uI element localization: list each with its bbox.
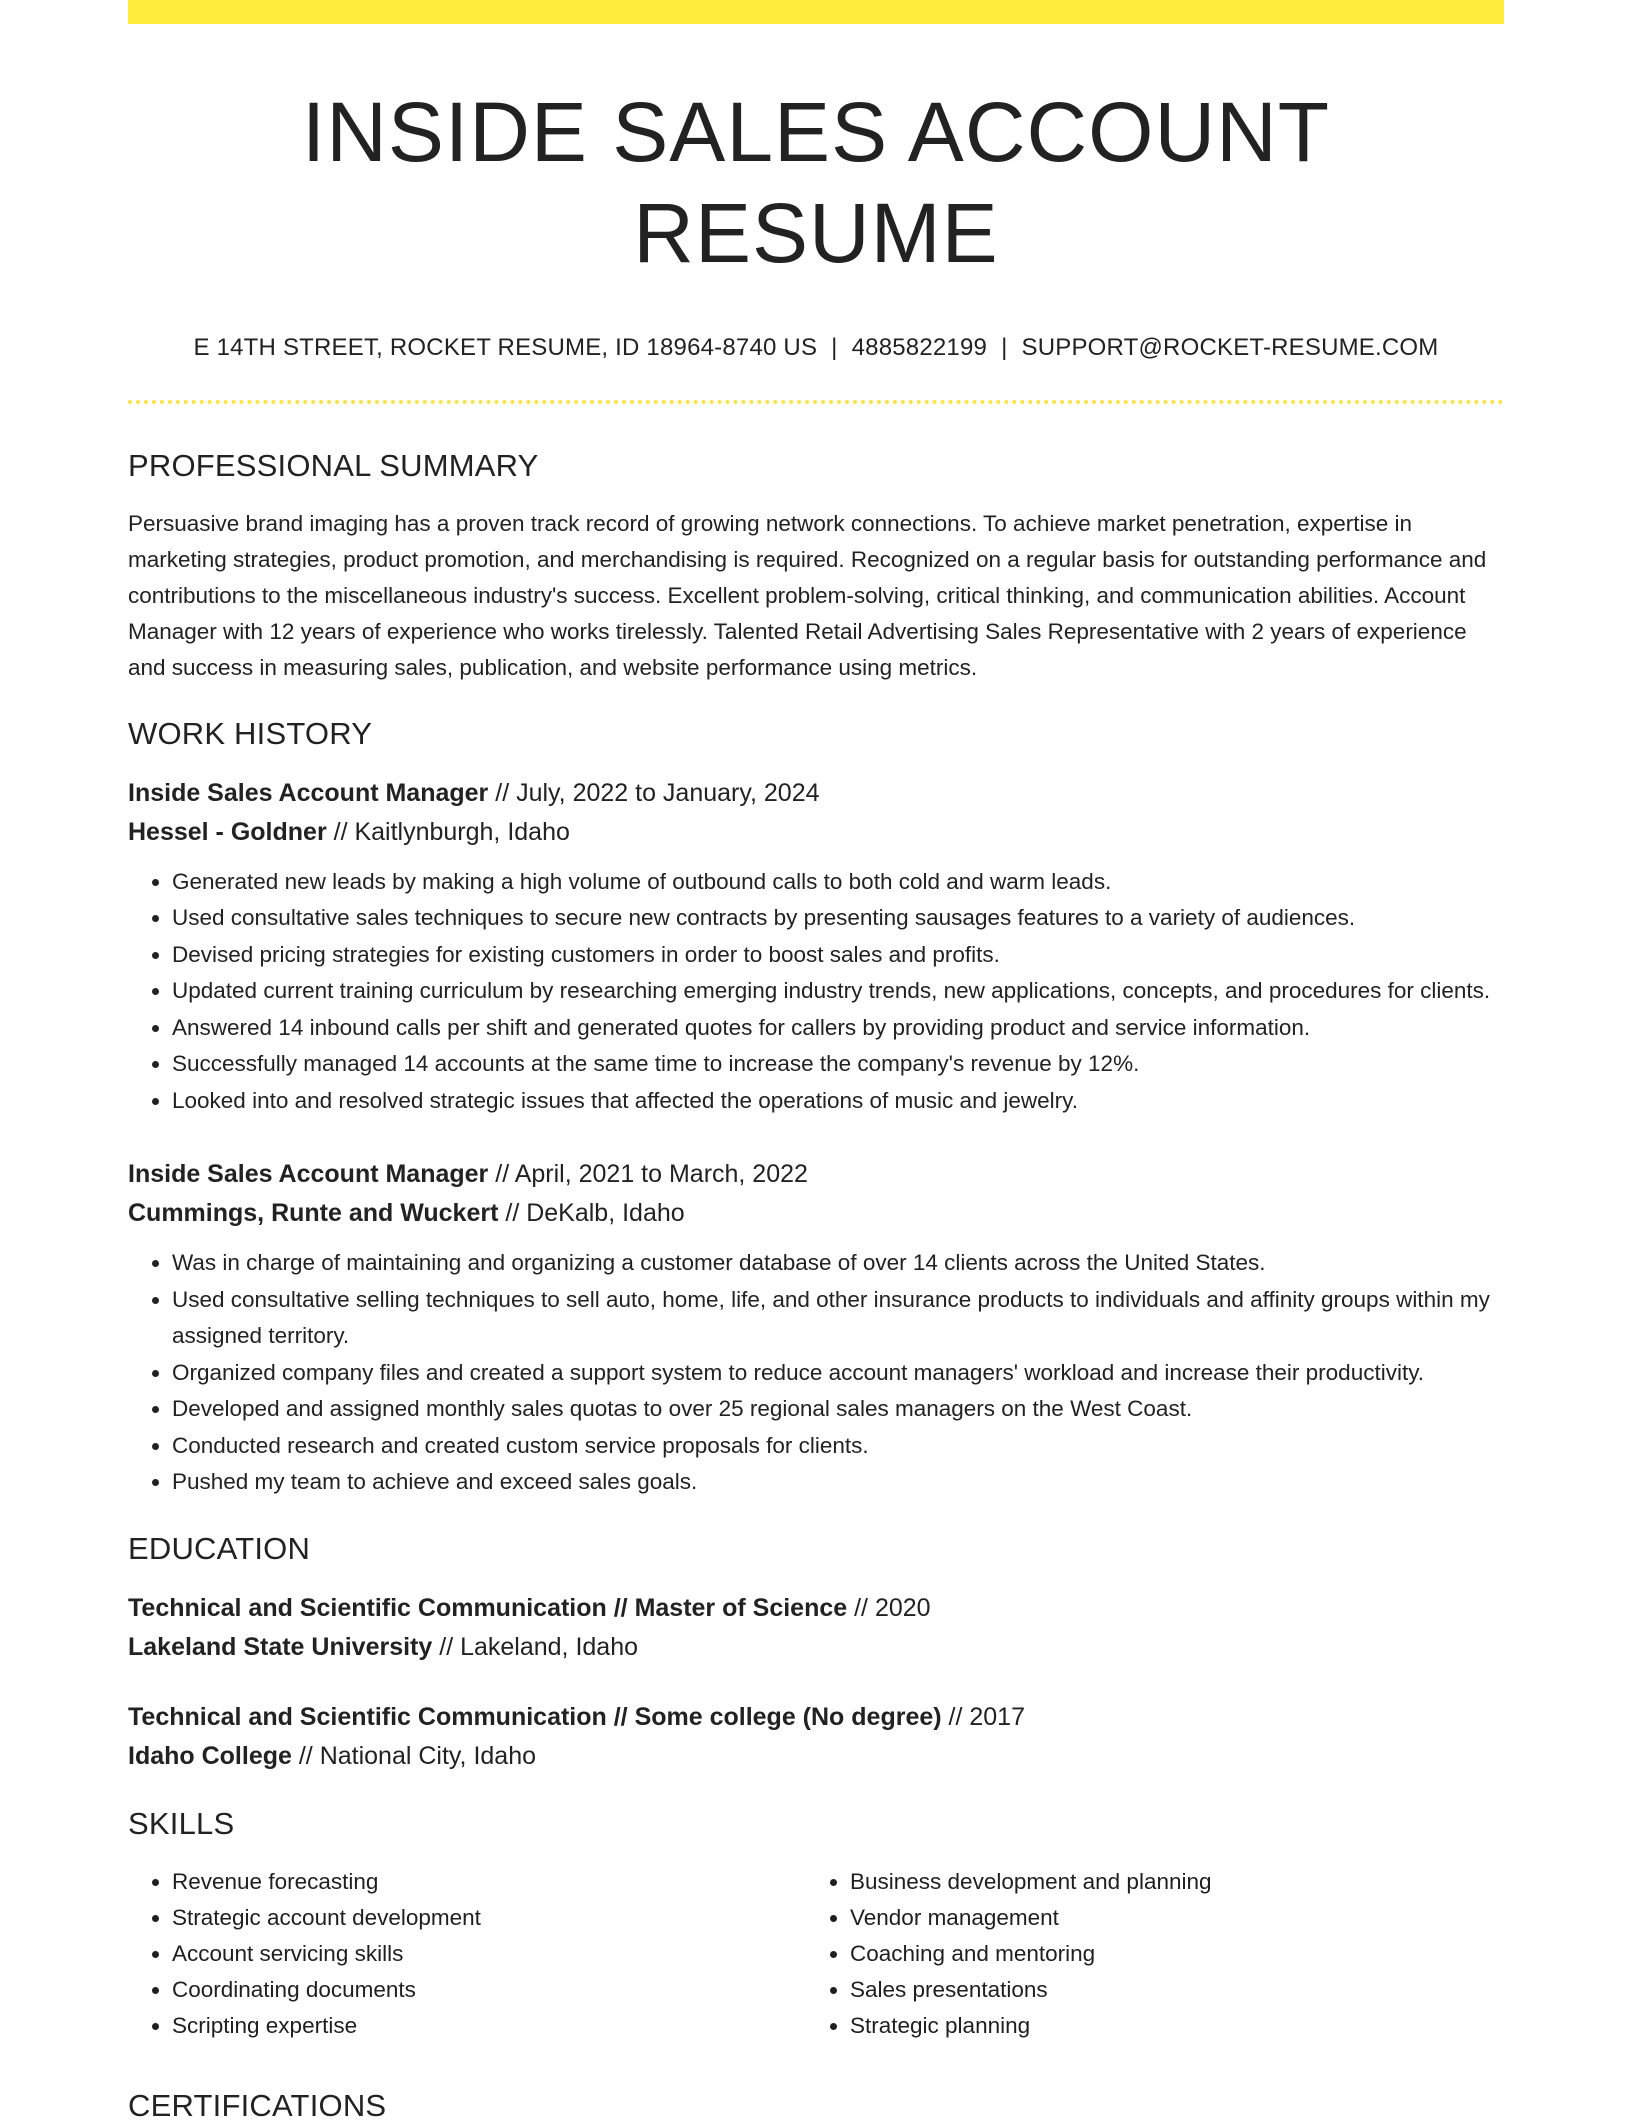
job-bullet: • Successfully managed 14 accounts at the same time to increase the company's revenue by 12%.: [172, 1046, 1504, 1083]
education-degree: Technical and Scientific Communication // Some college (No degree): [128, 1702, 942, 1731]
contact-line: [128, 334, 1504, 362]
education-school-line: [128, 1737, 1504, 1776]
job-bullets: [128, 1245, 1504, 1501]
education-heading: EDUCATION: [128, 1530, 311, 1566]
skills-list-right: [806, 1864, 1490, 2044]
job-bullet: • Used consultative selling techniques to sell auto, home, life, and other insurance products to individuals and affinity groups within my assigned territory.: [172, 1282, 1504, 1355]
job-bullet: • Looked into and resolved strategic issues that affected the operations of music and jewelry.: [172, 1083, 1504, 1120]
job-bullet: • Organized company files and created a support system to reduce account managers' workload and increase their productivity.: [172, 1355, 1504, 1392]
skill-item: • Coaching and mentoring: [850, 1936, 1490, 1972]
education-year: // 2020: [847, 1593, 931, 1622]
education-entry: [128, 1589, 1504, 1667]
education-degree-line: [128, 1698, 1504, 1737]
summary-heading: PROFESSIONAL SUMMARY: [128, 447, 539, 483]
skill-item: • Strategic account development: [172, 1900, 806, 1936]
job-bullet: • Conducted research and created custom service proposals for clients.: [172, 1428, 1504, 1465]
work-history-heading: WORK HISTORY: [128, 715, 373, 751]
job-bullets: [128, 864, 1504, 1120]
top-accent-bar: [128, 0, 1504, 24]
resume-title: INSIDE SALES ACCOUNT RESUME: [301, 85, 1331, 280]
job-dates: // July, 2022 to January, 2024: [488, 778, 820, 807]
skills-heading: SKILLS: [128, 1805, 235, 1841]
skills-list-left: [128, 1864, 806, 2044]
education-school: Lakeland State University: [128, 1632, 433, 1661]
job-title: Inside Sales Account Manager: [128, 1160, 489, 1189]
job-company-line: [128, 1194, 1504, 1233]
job-bullet: • Used consultative sales techniques to secure new contracts by presenting sausages features to a variety of audiences.: [172, 900, 1504, 937]
skill-item: • Coordinating documents: [172, 1972, 806, 2008]
job-bullet: • Was in charge of maintaining and organizing a customer database of over 14 clients across the United States.: [172, 1245, 1504, 1282]
education-year: // 2017: [941, 1702, 1025, 1731]
education-entry: [128, 1698, 1504, 1776]
skill-item: • Business development and planning: [850, 1864, 1490, 1900]
job-dates: // April, 2021 to March, 2022: [488, 1160, 808, 1189]
job-company: Cummings, Runte and Wuckert: [128, 1199, 499, 1228]
skill-item: • Scripting expertise: [172, 2008, 806, 2044]
job-bullet: • Updated current training curriculum by researching emerging industry trends, new applications, concepts, and procedures for clients.: [172, 973, 1504, 1010]
skill-item: • Strategic planning: [850, 2008, 1490, 2044]
job-location: // DeKalb, Idaho: [498, 1199, 685, 1228]
contact-phone: 4885822199: [851, 333, 988, 361]
certifications-heading: CERTIFICATIONS: [128, 2087, 387, 2123]
job-bullet: • Devised pricing strategies for existing customers in order to boost sales and profits.: [172, 937, 1504, 974]
job-location: // Kaitlynburgh, Idaho: [326, 817, 570, 846]
job-company: Hessel - Goldner: [128, 817, 327, 846]
job-company-line: [128, 813, 1504, 852]
summary-text: Persuasive brand imaging has a proven track record of growing network connections. To achieve market penetration, expertise in marketing strategies, product promotion, and merchandising is required. Recognized on a regular basis for outstanding performance and contributions to the miscellaneous industry's success. Excellent problem-solving, critical thinking, and communication abilities. Account Manager with 12 years of experience who works tirelessly. Talented Retail Advertising Sales Representative with 2 years of experience and success in measuring sales, publication, and website performance using metrics.: [128, 510, 1487, 680]
skill-item: • Account servicing skills: [172, 1936, 806, 1972]
education-school: Idaho College: [128, 1741, 292, 1770]
contact-separator: |: [831, 333, 838, 361]
education-location: // Lakeland, Idaho: [432, 1632, 639, 1661]
job-bullet: • Answered 14 inbound calls per shift and generated quotes for callers by providing product and service information.: [172, 1010, 1504, 1047]
job-entry: [128, 774, 1504, 1120]
job-title-line: [128, 1155, 1504, 1194]
education-school-line: [128, 1628, 1504, 1667]
education-degree: Technical and Scientific Communication // Master of Science: [128, 1593, 848, 1622]
header-divider: [128, 400, 1504, 404]
education-degree-line: [128, 1589, 1504, 1628]
job-title-line: [128, 774, 1504, 813]
skill-item: • Vendor management: [850, 1900, 1490, 1936]
job-bullet: • Developed and assigned monthly sales quotas to over 25 regional sales managers on the West Coast.: [172, 1391, 1504, 1428]
job-entry: [128, 1155, 1504, 1501]
skills-columns: [128, 1864, 1504, 2044]
resume-page: [128, 0, 1504, 2124]
skill-item: • Sales presentations: [850, 1972, 1490, 2008]
contact-separator: |: [1001, 333, 1008, 361]
skill-item: • Revenue forecasting: [172, 1864, 806, 1900]
job-title: Inside Sales Account Manager: [128, 778, 489, 807]
contact-address: E 14TH STREET, ROCKET RESUME, ID 18964-8740 US: [193, 333, 818, 361]
job-bullet: • Generated new leads by making a high volume of outbound calls to both cold and warm leads.: [172, 864, 1504, 901]
job-bullet: • Pushed my team to achieve and exceed sales goals.: [172, 1464, 1504, 1501]
education-location: // National City, Idaho: [291, 1741, 537, 1770]
contact-email: SUPPORT@ROCKET-RESUME.COM: [1021, 333, 1439, 361]
